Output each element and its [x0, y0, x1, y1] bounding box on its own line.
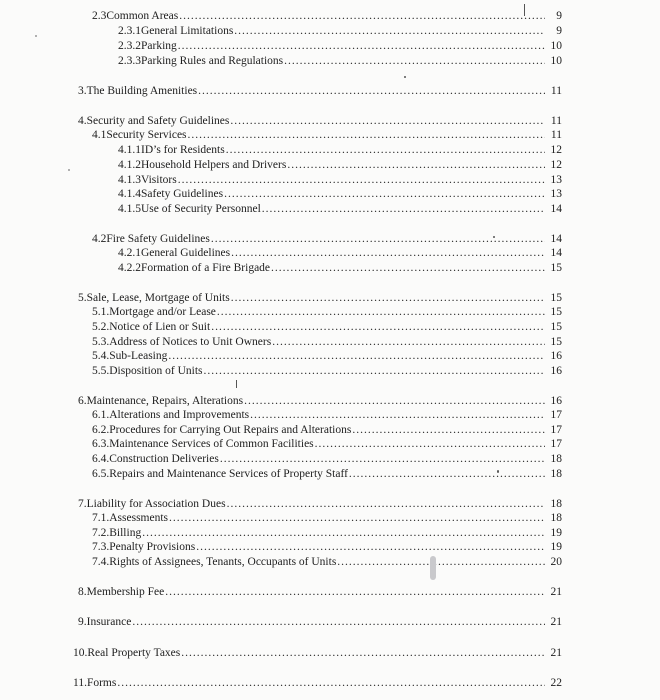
toc-entry	[92, 527, 562, 540]
toc-number: 4.2.1	[118, 247, 141, 259]
toc-number: 4.1.1	[118, 144, 141, 156]
toc-title: Parking Rules and Regulations	[141, 55, 284, 67]
toc-number: 6.4.	[92, 453, 110, 465]
toc-entry	[78, 395, 562, 408]
toc-leader	[231, 247, 545, 260]
toc-page: 10	[550, 40, 562, 52]
toc-title: Disposition of Units	[109, 365, 203, 377]
toc-page: 14	[550, 247, 562, 259]
toc-leader	[211, 321, 545, 334]
toc-number: 2.3	[92, 10, 107, 22]
toc-number: 5.	[78, 292, 87, 304]
toc-entry	[92, 233, 562, 246]
toc-title: Sub-Leasing	[109, 350, 168, 362]
toc-entry	[92, 512, 562, 525]
toc-entry	[92, 468, 562, 481]
toc-leader	[231, 292, 545, 305]
scan-speck	[68, 169, 70, 171]
toc-leader	[226, 144, 545, 157]
toc-title: Maintenance, Repairs, Alterations	[86, 395, 244, 407]
toc-number: 7.4.	[92, 556, 110, 568]
toc-page: 15	[550, 306, 562, 318]
toc-entry	[118, 25, 562, 38]
toc-title: Security and Safety Guidelines	[86, 115, 230, 127]
toc-entry	[92, 350, 562, 363]
toc-page: 9	[556, 10, 562, 22]
scan-speck	[404, 76, 406, 78]
toc-leader	[132, 616, 545, 629]
toc-page: 18	[550, 453, 562, 465]
toc-page: 20	[550, 556, 562, 568]
toc-title: Maintenance Services of Common Facilities	[109, 438, 314, 450]
toc-page: 14	[550, 203, 562, 215]
toc-page: 16	[550, 395, 562, 407]
toc-leader	[250, 409, 545, 422]
toc-entry	[118, 247, 562, 260]
toc-leader	[315, 438, 545, 451]
toc-number: 5.1.	[92, 306, 110, 318]
toc-entry	[92, 321, 562, 334]
toc-page: 21	[550, 586, 562, 598]
toc-title: Insurance	[86, 616, 132, 628]
toc-number: 4.1.2	[118, 159, 141, 171]
toc-leader	[204, 365, 545, 378]
toc-entry	[92, 365, 562, 378]
toc-page: 18	[550, 512, 562, 524]
toc-number: 7.1.	[92, 512, 110, 524]
toc-number: 4.2.2	[118, 262, 141, 274]
toc-page: 12	[550, 159, 562, 171]
toc-leader	[211, 233, 545, 246]
toc-entry	[118, 144, 562, 157]
toc-entry	[73, 677, 562, 690]
toc-title: Household Helpers and Drivers	[141, 159, 287, 171]
toc-title: Membership Fee	[86, 586, 165, 598]
toc-page: 18	[550, 468, 562, 480]
toc-page: 13	[550, 188, 562, 200]
toc-entry	[92, 541, 562, 554]
toc-title: Rights of Assignees, Tenants, Occupants of Units	[109, 556, 337, 568]
toc-leader	[178, 174, 545, 187]
toc-page: 21	[550, 647, 562, 659]
toc-number: 2.3.2	[118, 40, 141, 52]
toc-leader	[165, 586, 545, 599]
toc-title: Forms	[86, 677, 117, 689]
scan-speck	[524, 4, 525, 16]
toc-entry	[78, 616, 562, 629]
toc-title: Notice of Lien or Suit	[109, 321, 211, 333]
toc-leader	[178, 40, 545, 53]
toc-leader	[142, 527, 545, 540]
toc-number: 4.1.4	[118, 188, 141, 200]
toc-page: 15	[550, 292, 562, 304]
toc-title: Assessments	[109, 512, 169, 524]
toc-leader	[262, 203, 545, 216]
toc-title: Construction Deliveries	[109, 453, 219, 465]
toc-entry	[118, 159, 562, 172]
toc-leader	[220, 453, 545, 466]
toc-number: 5.3.	[92, 336, 110, 348]
toc-leader	[271, 262, 545, 275]
toc-entry	[92, 438, 562, 451]
toc-entry	[92, 306, 562, 319]
toc-page: 15	[550, 336, 562, 348]
toc-page: 14	[550, 233, 562, 245]
toc-page: 15	[550, 262, 562, 274]
toc-number: 6.1.	[92, 409, 110, 421]
toc-page: 19	[550, 541, 562, 553]
toc-number: 5.2.	[92, 321, 110, 333]
toc-number: 4.1	[92, 129, 107, 141]
toc-leader	[188, 129, 545, 142]
toc-number: 7.3.	[92, 541, 110, 553]
toc-page: 16	[550, 365, 562, 377]
toc-number: 6.3.	[92, 438, 110, 450]
scan-speck	[430, 556, 436, 580]
toc-title: The Building Amenities	[86, 85, 198, 97]
toc-title: Common Areas	[106, 10, 179, 22]
toc-leader	[196, 541, 545, 554]
toc-title: Use of Security Personnel	[141, 203, 261, 215]
toc-number: 6.5.	[92, 468, 110, 480]
toc-entry	[92, 409, 562, 422]
toc-leader	[230, 115, 545, 128]
toc-leader	[224, 188, 545, 201]
toc-title: General Guidelines	[141, 247, 231, 259]
toc-entry	[92, 336, 562, 349]
toc-title: Billing	[109, 527, 142, 539]
toc-title: ID’s for Residents	[141, 144, 225, 156]
toc-title: Real Property Taxes	[87, 647, 181, 659]
toc-leader	[352, 424, 545, 437]
toc-title: Safety Guidelines	[141, 188, 224, 200]
toc-entry	[118, 40, 562, 53]
toc-number: 4.1.5	[118, 203, 141, 215]
toc-title: General Limitations	[141, 25, 234, 37]
toc-title: Penalty Provisions	[109, 541, 196, 553]
toc-page: 11	[550, 115, 562, 127]
toc-title: Mortgage and/or Lease	[109, 306, 216, 318]
toc-page: 13	[550, 174, 562, 186]
toc-number: 4.2	[92, 233, 107, 245]
toc-page: 17	[550, 409, 562, 421]
toc-leader	[117, 677, 545, 690]
toc-entry	[92, 556, 562, 569]
toc-entry	[92, 424, 562, 437]
toc-entry	[78, 115, 562, 128]
toc-leader	[227, 498, 545, 511]
toc-page: 11	[550, 85, 562, 97]
toc-leader	[287, 159, 545, 172]
toc-title: Sale, Lease, Mortgage of Units	[86, 292, 230, 304]
toc-entry	[118, 203, 562, 216]
toc-entry	[78, 85, 562, 98]
toc-page: 15	[550, 321, 562, 333]
toc-number: 3.	[78, 85, 87, 97]
toc-number: 2.3.1	[118, 25, 141, 37]
toc-leader	[272, 336, 545, 349]
toc-entry	[78, 292, 562, 305]
toc-page: 16	[550, 350, 562, 362]
toc-entry	[92, 10, 562, 23]
toc-page: 12	[550, 144, 562, 156]
toc-page: 9	[556, 25, 562, 37]
toc-number: 2.3.3	[118, 55, 141, 67]
toc-title: Parking	[141, 40, 177, 52]
toc-page: 22	[550, 677, 562, 689]
toc-title: Liability for Association Dues	[86, 498, 226, 510]
toc-page: 10	[550, 55, 562, 67]
toc-entry	[78, 498, 562, 511]
toc-page: 17	[550, 424, 562, 436]
toc-leader	[169, 512, 545, 525]
toc-page: 18	[550, 498, 562, 510]
scan-speck	[493, 236, 495, 238]
toc-number: 4.	[78, 115, 87, 127]
toc-page: 17	[550, 438, 562, 450]
toc-leader	[217, 306, 545, 319]
toc-title: Alterations and Improvements	[109, 409, 250, 421]
toc-number: 9.	[78, 616, 87, 628]
toc-number: 5.5.	[92, 365, 110, 377]
toc-leader	[284, 55, 545, 68]
toc-number: 4.1.3	[118, 174, 141, 186]
toc-title: Security Services	[106, 129, 187, 141]
toc-leader	[168, 350, 545, 363]
toc-leader	[244, 395, 545, 408]
toc-entry	[118, 55, 562, 68]
toc-title: Formation of a Fire Brigade	[141, 262, 271, 274]
toc-title: Procedures for Carrying Out Repairs and Alterations	[109, 424, 352, 436]
toc-leader	[349, 468, 545, 481]
toc-title: Address of Notices to Unit Owners	[109, 336, 272, 348]
toc-leader	[198, 85, 545, 98]
toc-entry	[118, 262, 562, 275]
toc-entry	[92, 129, 562, 142]
toc-leader	[234, 25, 545, 38]
toc-number: 5.4.	[92, 350, 110, 362]
toc-entry	[118, 188, 562, 201]
toc-page: 19	[550, 527, 562, 539]
toc-leader	[181, 647, 545, 660]
toc-number: 11.	[73, 677, 87, 689]
toc-number: 7.2.	[92, 527, 110, 539]
toc-entry	[73, 647, 562, 660]
scan-speck	[35, 35, 37, 37]
scan-speck	[497, 470, 499, 473]
toc-number: 6.	[78, 395, 87, 407]
toc-title: Fire Safety Guidelines	[106, 233, 210, 245]
toc-number: 6.2.	[92, 424, 110, 436]
toc-title: Repairs and Maintenance Services of Property Staff	[109, 468, 348, 480]
toc-page: 21	[550, 616, 562, 628]
toc-number: 7.	[78, 498, 87, 510]
toc-page: 11	[550, 129, 562, 141]
toc-number: 10.	[73, 647, 88, 659]
toc-leader	[337, 556, 545, 569]
toc-number: 8.	[78, 586, 87, 598]
toc-entry	[92, 453, 562, 466]
toc-entry	[118, 174, 562, 187]
toc-leader	[179, 10, 545, 23]
toc-title: Visitors	[141, 174, 177, 186]
toc-entry	[78, 586, 562, 599]
scan-speck	[236, 380, 237, 388]
